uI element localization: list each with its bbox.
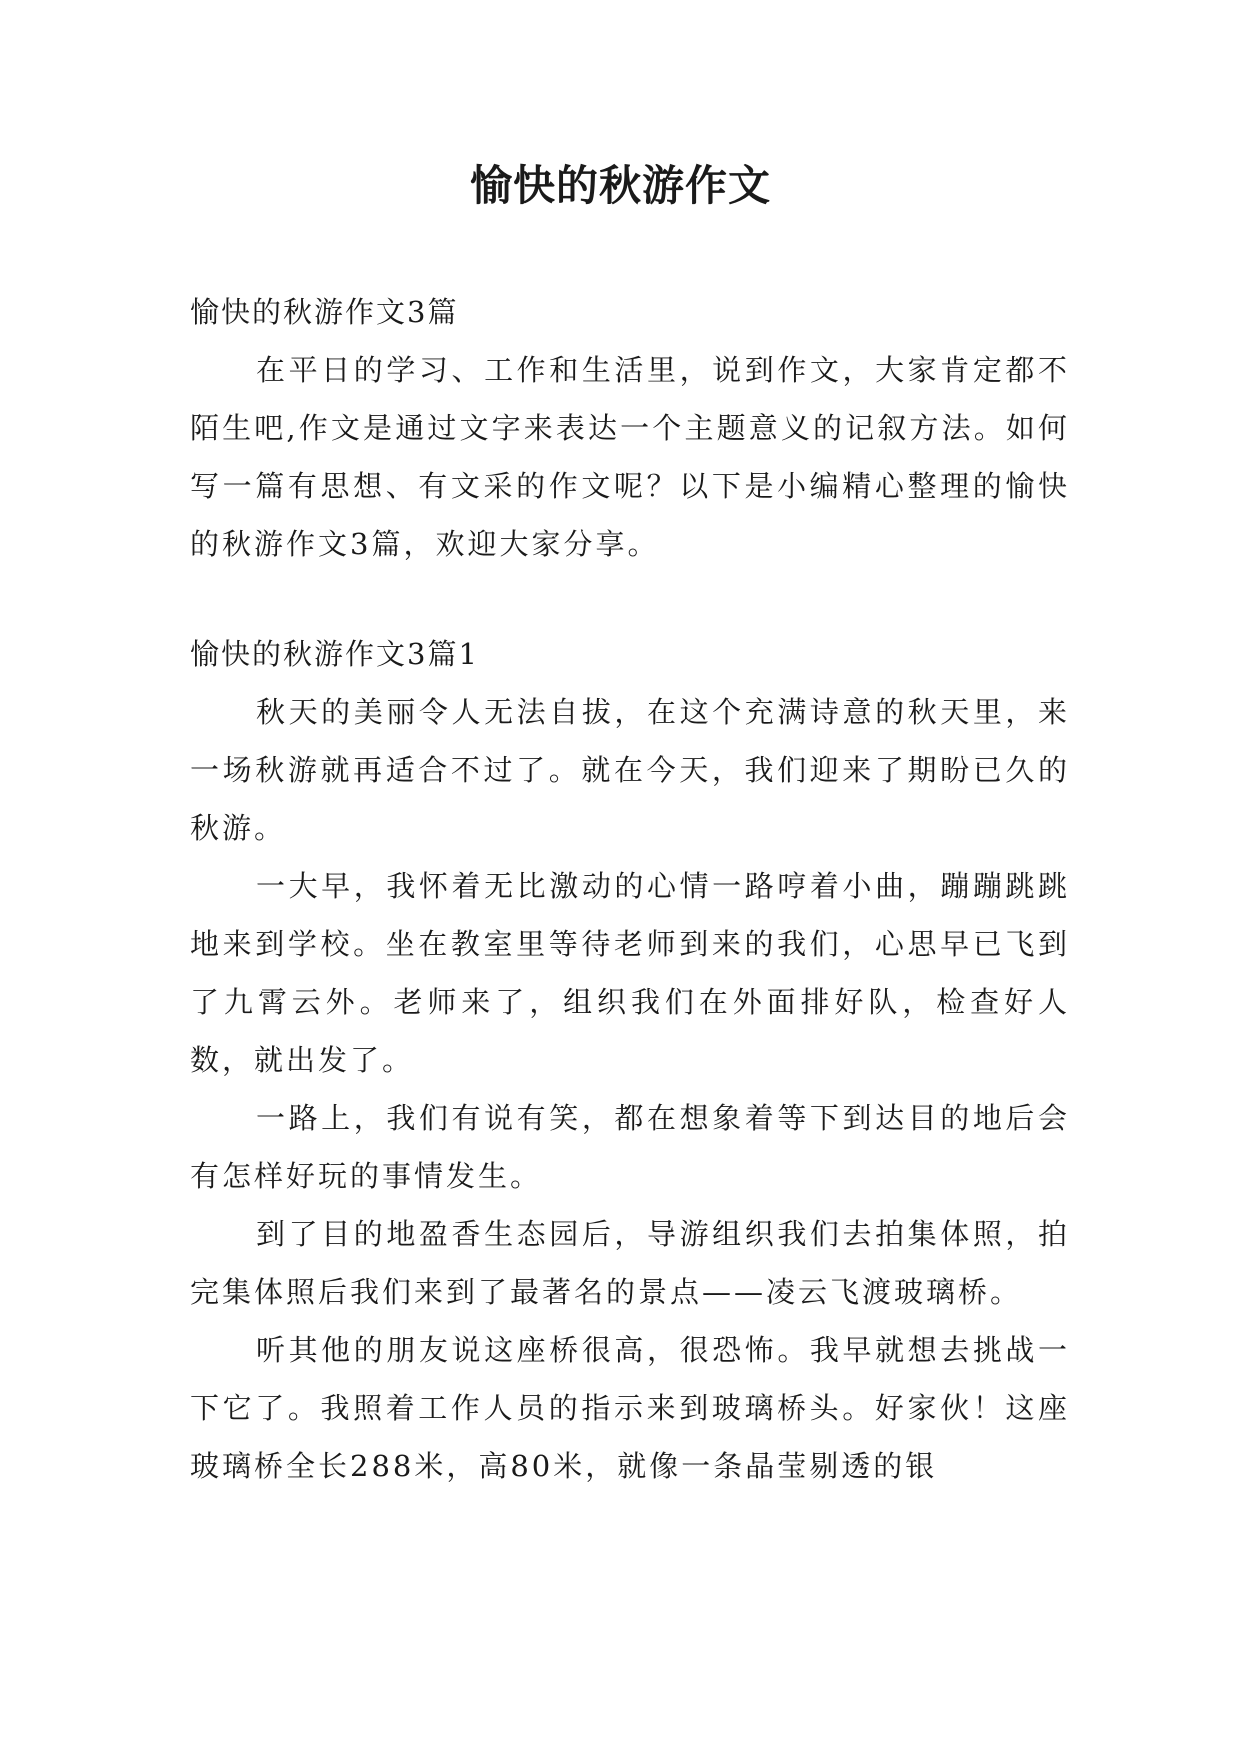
- intro-heading: 愉快的秋游作文3篇: [190, 295, 459, 329]
- body-paragraph: 到了目的地盈香生态园后，导游组织我们去拍集体照，拍完集体照后我们来到了最著名的景点——凌云飞渡玻璃桥。: [190, 1217, 1070, 1309]
- section-spacer: [190, 573, 1070, 625]
- body-paragraph: 一大早，我怀着无比激动的心情一路哼着小曲，蹦蹦跳跳地来到学校。坐在教室里等待老师到来的我们，心思早已飞到了九霄云外。老师来了，组织我们在外面排好队，检查好人数，就出发了。: [190, 869, 1070, 1077]
- section-heading: 愉快的秋游作文3篇1: [190, 637, 479, 671]
- intro-paragraph: 在平日的学习、工作和生活里，说到作文，大家肯定都不陌生吧,作文是通过文字来表达一个主题意义的记叙方法。如何写一篇有思想、有文采的作文呢？以下是小编精心整理的愉快的秋游作文3篇，欢迎大家分享。: [190, 353, 1070, 561]
- body-paragraph: 听其他的朋友说这座桥很高，很恐怖。我早就想去挑战一下它了。我照着工作人员的指示来到玻璃桥头。好家伙！这座玻璃桥全长288米，高80米，就像一条晶莹剔透的银: [190, 1333, 1070, 1483]
- document-body: [190, 283, 1070, 1495]
- body-paragraph: 秋天的美丽令人无法自拔，在这个充满诗意的秋天里，来一场秋游就再适合不过了。就在今天，我们迎来了期盼已久的秋游。: [190, 695, 1070, 845]
- body-paragraph: 一路上，我们有说有笑，都在想象着等下到达目的地后会有怎样好玩的事情发生。: [190, 1101, 1070, 1193]
- document-title: 愉快的秋游作文: [469, 161, 771, 210]
